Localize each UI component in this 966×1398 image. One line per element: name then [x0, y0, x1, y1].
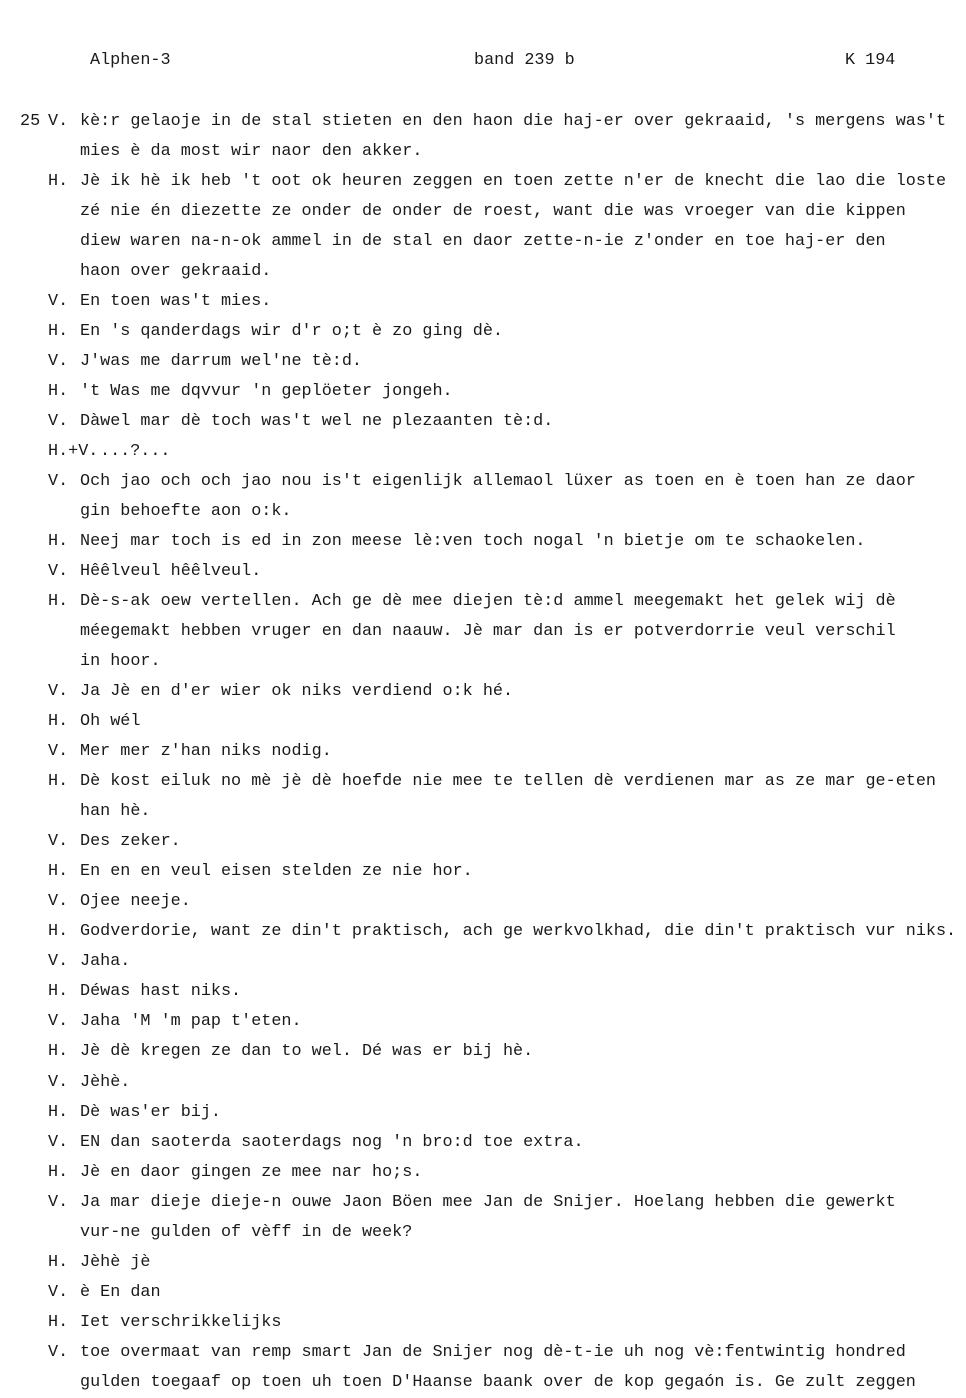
speaker-label: H.+V.	[48, 442, 99, 462]
transcript-line	[0, 497, 966, 527]
speaker-label: V.	[48, 352, 69, 372]
transcript-entry	[0, 707, 966, 737]
utterance-text: Neej mar toch is ed in zon meese lè:ven toch nogal 'n bietje om te schaokelen.	[80, 532, 866, 552]
transcript-line	[0, 1338, 966, 1368]
speaker-label: H.	[48, 862, 69, 882]
transcript-line	[0, 137, 966, 167]
transcript-entry	[0, 1037, 966, 1067]
transcript-line	[0, 857, 966, 887]
transcript-line	[0, 1098, 966, 1128]
speaker-label: V.	[48, 1192, 69, 1212]
transcript-line	[0, 1248, 966, 1278]
transcript-line	[0, 677, 966, 707]
speaker-label: H.	[48, 1312, 69, 1332]
utterance-text: ...?...	[100, 442, 171, 462]
transcript-entry	[0, 377, 966, 407]
speaker-label: H.	[48, 382, 69, 402]
transcript-line	[0, 347, 966, 377]
transcript-line	[0, 1188, 966, 1218]
utterance-text: Dè-s-ak oew vertellen. Ach ge dè mee diejen tè:d ammel meegemakt het gelek wij dè	[80, 592, 896, 612]
transcript-entry	[0, 737, 966, 767]
utterance-text: EN dan saoterda saoterdags nog 'n bro:d toe extra.	[80, 1132, 584, 1152]
utterance-text: Jè dè kregen ze dan to wel. Dé was er bij hè.	[80, 1042, 534, 1062]
speaker-label: H.	[48, 772, 69, 792]
line-number: 25	[20, 112, 41, 131]
utterance-text: méegemakt hebben vruger en dan naauw. Jè mar dan is er potverdorrie veul verschil	[80, 622, 896, 642]
speaker-label: H.	[48, 592, 69, 612]
speaker-label: V.	[48, 1282, 69, 1302]
transcript-entry	[0, 887, 966, 917]
transcript-line	[0, 887, 966, 917]
transcript-entry	[0, 587, 966, 677]
transcript-line	[0, 467, 966, 497]
utterance-text: Des zeker.	[80, 832, 181, 852]
utterance-text: 't Was me dqvvur 'n geplöeter jongeh.	[80, 382, 453, 402]
transcript-line	[0, 1128, 966, 1158]
speaker-label: V.	[48, 832, 69, 852]
utterance-text: kè:r gelaoje in de stal stieten en den haon die haj-er over gekraaid, 's mergens was't	[80, 112, 947, 131]
utterance-text: En toen was't mies.	[80, 292, 272, 312]
utterance-text: Jè ik hè ik heb 't oot ok heuren zeggen en toen zette n'er de knecht die lao die loste	[80, 172, 947, 192]
transcript-entry	[0, 317, 966, 347]
transcript-entry	[0, 1007, 966, 1037]
transcript-entry	[0, 1128, 966, 1158]
utterance-text: Jaha.	[80, 952, 131, 972]
utterance-text: Jaha 'M 'm pap t'eten.	[80, 1012, 302, 1032]
transcript-line	[0, 737, 966, 767]
speaker-label: V.	[48, 892, 69, 912]
speaker-label: V.	[48, 562, 69, 582]
transcript-line	[0, 1308, 966, 1338]
header-tape: band 239 b	[474, 51, 575, 70]
utterance-text: Dàwel mar dè toch was't wel ne plezaanten tè:d.	[80, 412, 554, 432]
utterance-text: haon over gekraaid.	[80, 262, 272, 282]
transcript-line	[0, 527, 966, 557]
transcript-line	[0, 107, 966, 137]
utterance-text: gin behoefte aon o:k.	[80, 502, 292, 522]
transcript-entry	[0, 557, 966, 587]
transcript-entry	[0, 1068, 966, 1098]
transcript-line	[0, 1278, 966, 1308]
utterance-text: Jèhè jè	[80, 1252, 151, 1272]
transcript-line	[0, 1068, 966, 1098]
transcript-line	[0, 647, 966, 677]
transcript-entry	[0, 1338, 966, 1398]
utterance-text: han hè.	[80, 802, 151, 822]
transcript-entry	[0, 917, 966, 947]
utterance-text: vur-ne gulden of vèff in de week?	[80, 1222, 413, 1242]
header-page-code: K 194	[845, 51, 896, 70]
utterance-text: En 's qanderdags wir d'r o;t è zo ging dè.	[80, 322, 503, 342]
transcript-entry	[0, 1278, 966, 1308]
utterance-text: in hoor.	[80, 652, 161, 672]
transcript-line	[0, 1037, 966, 1067]
transcript	[0, 107, 966, 1398]
transcript-line	[0, 707, 966, 737]
utterance-text: Dè was'er bij.	[80, 1102, 221, 1122]
speaker-label: V.	[48, 112, 69, 131]
utterance-text: Ja Jè en d'er wier ok niks verdiend o:k hé.	[80, 682, 514, 702]
speaker-label: H.	[48, 982, 69, 1002]
utterance-text: Mer mer z'han niks nodig.	[80, 742, 332, 762]
utterance-text: Ja mar dieje dieje-n ouwe Jaon Böen mee Jan de Snijer. Hoelang hebben die gewerkt	[80, 1192, 896, 1212]
speaker-label: H.	[48, 1162, 69, 1182]
transcript-line	[0, 197, 966, 227]
utterance-text: Godverdorie, want ze din't praktisch, ach ge werkvolkhad, die din't praktisch vur niks.	[80, 922, 957, 942]
speaker-label: V.	[48, 742, 69, 762]
transcript-entry	[0, 977, 966, 1007]
speaker-label: H.	[48, 172, 69, 192]
transcript-line	[0, 377, 966, 407]
speaker-label: H.	[48, 922, 69, 942]
transcript-line	[0, 617, 966, 647]
utterance-text: mies è da most wir naor den akker.	[80, 142, 423, 162]
utterance-text: zé nie én diezette ze onder de onder de roest, want die was vroeger van die kippen	[80, 202, 906, 222]
transcript-entry	[0, 167, 966, 287]
speaker-label: V.	[48, 1012, 69, 1032]
utterance-text: J'was me darrum wel'ne tè:d.	[80, 352, 362, 372]
transcript-entry	[0, 527, 966, 557]
utterance-text: è En dan	[80, 1282, 161, 1302]
transcript-entry	[0, 1308, 966, 1338]
transcript-entry	[0, 1248, 966, 1278]
transcript-line	[0, 317, 966, 347]
utterance-text: gulden toegaaf op toen uh toen D'Haanse baank over de kop gegaón is. Ge zult zeggen	[80, 1372, 916, 1392]
speaker-label: H.	[48, 532, 69, 552]
transcript-entry	[0, 827, 966, 857]
transcript-entry	[0, 947, 966, 977]
speaker-label: V.	[48, 682, 69, 702]
transcript-entry	[0, 1188, 966, 1248]
transcript-line	[0, 287, 966, 317]
transcript-line	[0, 977, 966, 1007]
transcript-line	[0, 947, 966, 977]
transcript-entry	[0, 677, 966, 707]
transcript-entry	[0, 1158, 966, 1188]
speaker-label: V.	[48, 472, 69, 492]
utterance-text: Déwas hast niks.	[80, 982, 242, 1002]
header-location: Alphen-3	[90, 51, 171, 70]
transcript-entry	[0, 437, 966, 467]
speaker-label: H.	[48, 1102, 69, 1122]
speaker-label: H.	[48, 1252, 69, 1272]
utterance-text: toe overmaat van remp smart Jan de Snijer nog dè-t-ie uh nog vè:fentwintig hondred	[80, 1342, 906, 1362]
utterance-text: Hêêlveul hêêlveul.	[80, 562, 262, 582]
transcript-line	[0, 767, 966, 797]
utterance-text: diew waren na-n-ok ammel in de stal en daor zette-n-ie z'onder en toe haj-er den	[80, 232, 886, 252]
transcript-line	[0, 1218, 966, 1248]
transcript-line	[0, 437, 966, 467]
utterance-text: Iet verschrikkelijks	[80, 1312, 282, 1332]
transcript-entry	[0, 857, 966, 887]
transcript-line	[0, 1158, 966, 1188]
transcript-line	[0, 1007, 966, 1037]
transcript-entry	[0, 767, 966, 827]
transcript-entry	[0, 1098, 966, 1128]
transcript-entry	[0, 407, 966, 437]
utterance-text: Oh wél	[80, 712, 141, 732]
utterance-text: En en en veul eisen stelden ze nie hor.	[80, 862, 473, 882]
transcript-line	[0, 1368, 966, 1398]
transcript-line	[0, 587, 966, 617]
utterance-text: Ojee neeje.	[80, 892, 191, 912]
transcript-entry	[0, 107, 966, 167]
transcript-line	[0, 227, 966, 257]
speaker-label: V.	[48, 1132, 69, 1152]
utterance-text: Jèhè.	[80, 1072, 131, 1092]
utterance-text: Jè en daor gingen ze mee nar ho;s.	[80, 1162, 423, 1182]
utterance-text: Och jao och och jao nou is't eigenlijk allemaol lüxer as toen en è toen han ze daor	[80, 472, 916, 492]
transcript-line	[0, 797, 966, 827]
speaker-label: V.	[48, 1072, 69, 1092]
speaker-label: V.	[48, 952, 69, 972]
transcript-line	[0, 917, 966, 947]
transcript-line	[0, 167, 966, 197]
transcript-entry	[0, 467, 966, 527]
transcript-line	[0, 407, 966, 437]
speaker-label: V.	[48, 412, 69, 432]
speaker-label: H.	[48, 322, 69, 342]
speaker-label: H.	[48, 1042, 69, 1062]
transcript-entry	[0, 347, 966, 377]
transcript-line	[0, 557, 966, 587]
speaker-label: V.	[48, 1342, 69, 1362]
utterance-text: Dè kost eiluk no mè jè dè hoefde nie mee te tellen dè verdienen mar as ze mar ge-eten	[80, 772, 936, 792]
transcript-line	[0, 257, 966, 287]
transcript-line	[0, 827, 966, 857]
transcript-entry	[0, 287, 966, 317]
speaker-label: H.	[48, 712, 69, 732]
speaker-label: V.	[48, 292, 69, 312]
